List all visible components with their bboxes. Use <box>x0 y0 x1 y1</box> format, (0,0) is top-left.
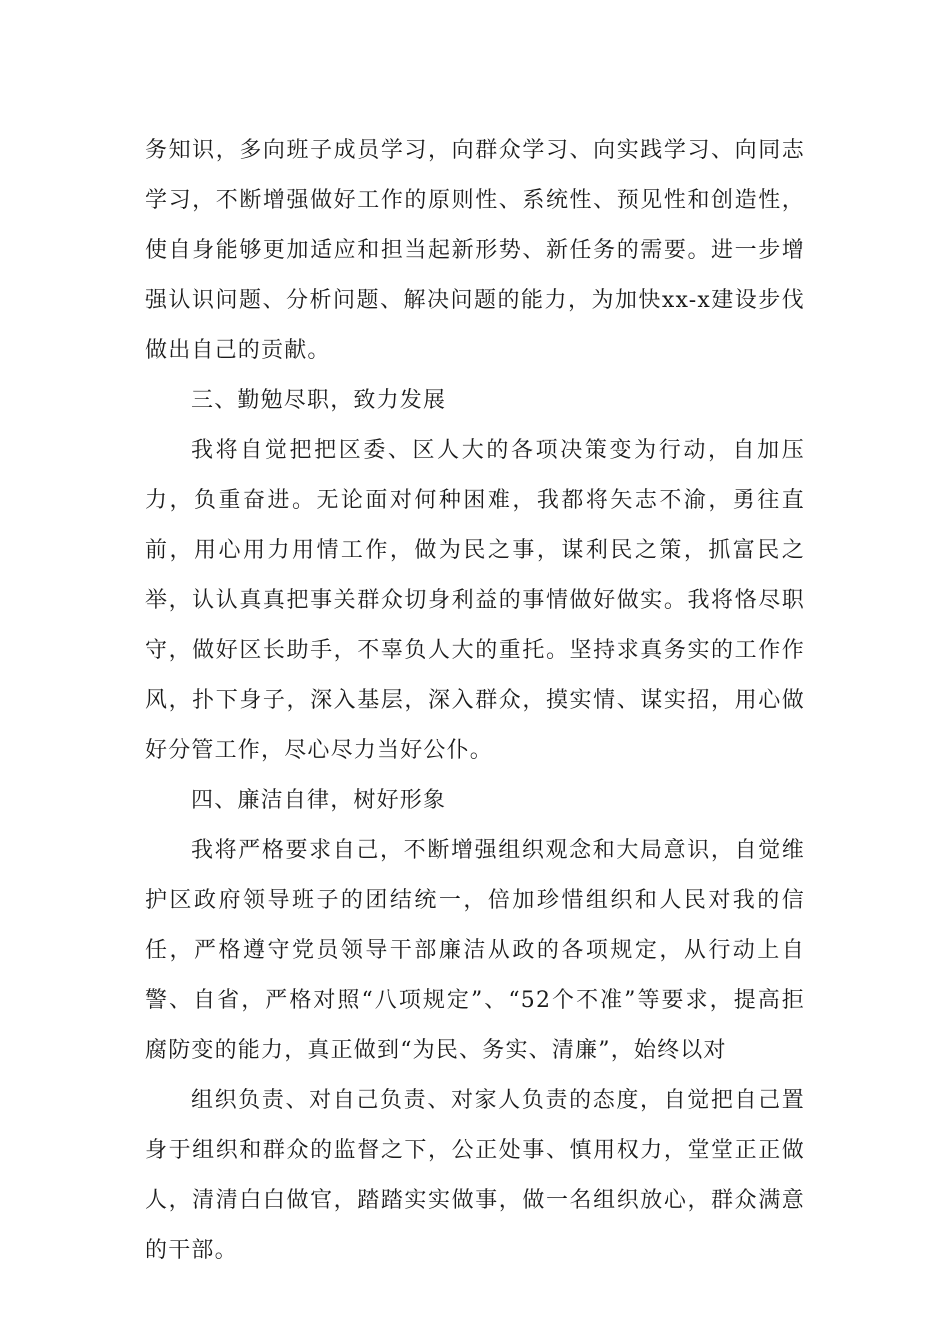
paragraph-continued: 务知识，多向班子成员学习，向群众学习、向实践学习、向同志学习，不断增强做好工作的原则性、系统性、预见性和创造性，使自身能够更加适应和担当起新形势、新任务的需要。进一步增强认识问题、分析问题、解决问题的能力，为加快xx-x建设步伐做出自己的贡献。 <box>145 138 805 363</box>
document-body <box>145 126 805 1276</box>
section-heading-three: 三、勤勉尽职，致力发展 <box>191 388 447 413</box>
section-heading-four: 四、廉洁自律，树好形象 <box>191 788 447 813</box>
paragraph-integrity: 我将严格要求自己，不断增强组织观念和大局意识，自觉维护区政府领导班子的团结统一，倍加珍惜组织和人民对我的信任，严格遵守党员领导干部廉洁从政的各项规定，从行动上自警、自省，严格对照“八项规定”、“52个不准”等要求，提高拒腐防变的能力，真正做到“为民、务实、清廉”，始终以对 <box>145 838 805 1063</box>
paragraph-closing: 组织负责、对自己负责、对家人负责的态度，自觉把自己置身于组织和群众的监督之下，公正处事、慎用权力，堂堂正正做人，清清白白做官，踏踏实实做事，做一名组织放心，群众满意的干部。 <box>145 1088 805 1263</box>
paragraph-diligence: 我将自觉把把区委、区人大的各项决策变为行动，自加压力，负重奋进。无论面对何种困难，我都将矢志不渝，勇往直前，用心用力用情工作，做为民之事，谋利民之策，抓富民之举，认认真真把事关群众切身利益的事情做好做实。我将恪尽职守，做好区长助手，不辜负人大的重托。坚持求真务实的工作作风，扑下身子，深入基层，深入群众，摸实情、谋实招，用心做好分管工作，尽心尽力当好公仆。 <box>145 438 805 763</box>
